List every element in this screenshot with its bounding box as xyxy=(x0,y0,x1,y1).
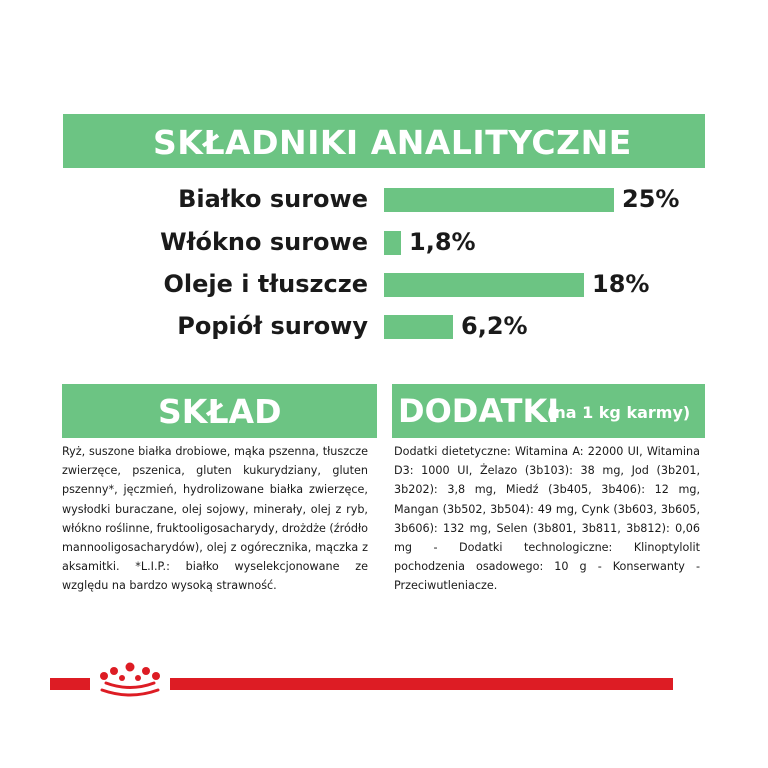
red-divider-right xyxy=(170,678,673,690)
row-label: Popiół surowy xyxy=(177,312,368,340)
dodatki-header xyxy=(392,384,705,438)
row-label: Białko surowe xyxy=(178,185,368,213)
row-bar xyxy=(384,188,614,212)
row-value: 1,8% xyxy=(409,228,476,256)
red-divider-left xyxy=(50,678,90,690)
row-label: Włókno surowe xyxy=(160,228,368,256)
royal-canin-crown-icon xyxy=(96,660,164,700)
sklad-header xyxy=(62,384,377,438)
row-bar xyxy=(384,231,401,255)
dodatki-title: DODATKI xyxy=(398,392,560,430)
analytic-title: SKŁADNIKI ANALITYCZNE xyxy=(153,123,632,162)
dodatki-subtitle: (na 1 kg karmy) xyxy=(547,403,691,422)
sklad-title: SKŁAD xyxy=(158,392,282,431)
row-value: 18% xyxy=(592,270,650,298)
sklad-text: Ryż, suszone białka drobiowe, mąka pszenna, tłuszcze zwierzęce, pszenica, gluten kukurydziany, gluten pszenny*, jęczmień, hydrolizowane białka zwierzęce, wysłodki buraczane, olej sojowy, minerały, olej z ryb, włókno roślinne, fruktooligosacharydy, drożdże (źródło mannooligosacharydów), olej z ogórecznika, mączka z aksamitki. *L.I.P.: białko wyselekcjonowane ze względu na bardzo wysoką strawność. xyxy=(62,445,368,593)
dodatki-text: Dodatki dietetyczne: Witamina A: 22000 UI, Witamina D3: 1000 UI, Żelazo (3b103): 38 mg, Jod (3b201, 3b202): 3,8 mg, Miedź (3b405, 3b406): 12 mg, Mangan (3b502, 3b504): 49 mg, Cynk (3b603, 3b605, 3b606): 132 mg, Selen (3b801, 3b811, 3b812): 0,06 mg - Dodatki technologiczne: Klinoptylolit pochodzenia osadowego: 10 g - Konserwanty - Przeciwutleniacze. xyxy=(394,445,700,593)
analytic-header xyxy=(63,114,705,168)
row-bar xyxy=(384,273,584,297)
row-bar xyxy=(384,315,453,339)
row-value: 6,2% xyxy=(461,312,528,340)
row-value: 25% xyxy=(622,185,680,213)
row-label: Oleje i tłuszcze xyxy=(163,270,368,298)
